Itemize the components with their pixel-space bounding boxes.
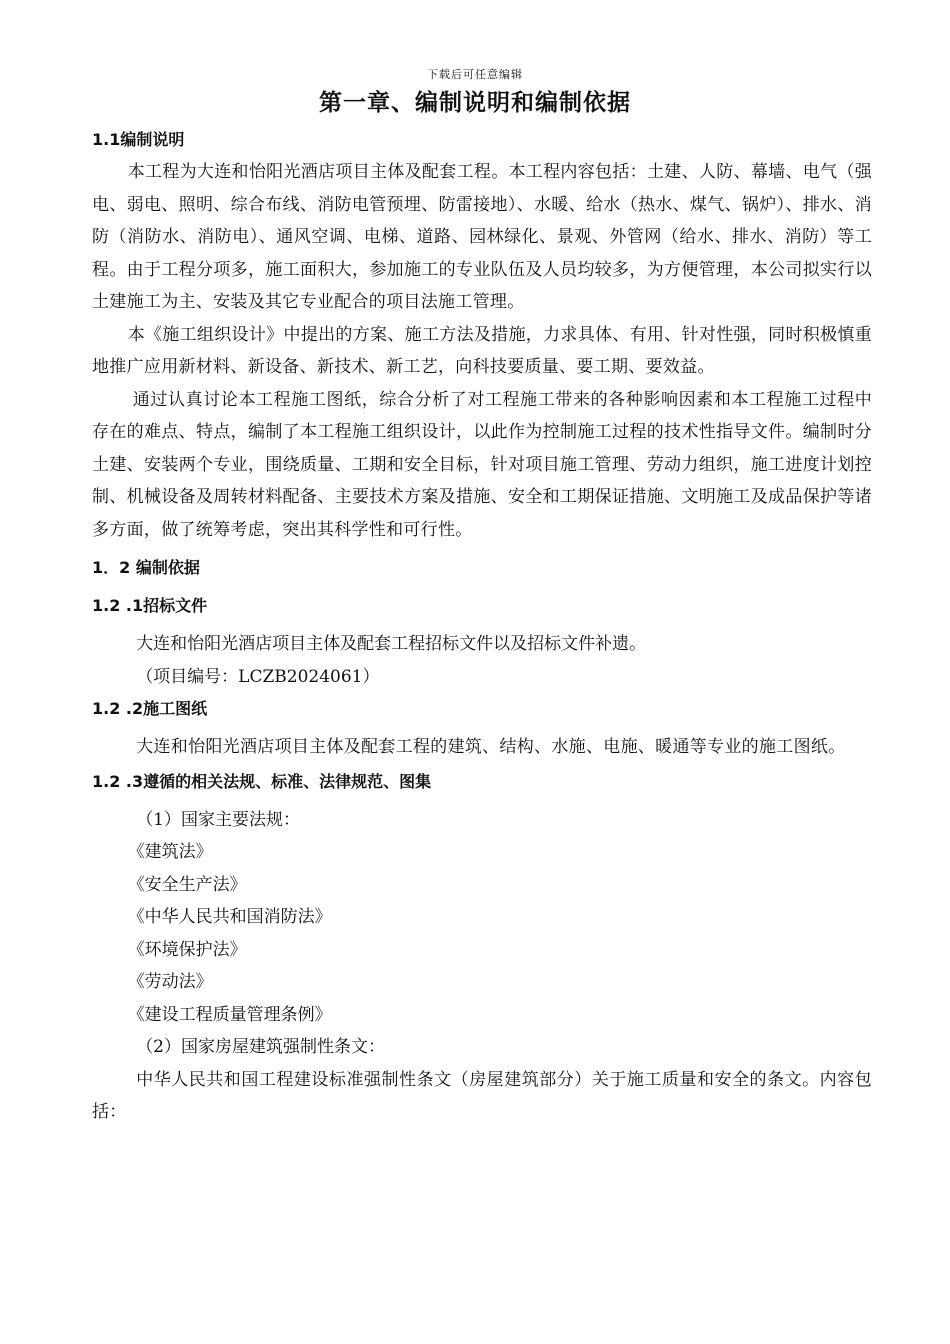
paragraph: 本《施工组织设计》中提出的方案、施工方法及措施，力求具体、有用、针对性强，同时积极慎重地推广应用新材料、新设备、新技术、新工艺，向科技要质量、要工期、要效益。: [92, 324, 872, 377]
list-item: （2）国家房屋建筑强制性条文：: [136, 1037, 386, 1057]
paragraph: 本工程为大连和怡阳光酒店项目主体及配套工程。本工程内容包括：土建、人防、幕墙、电气（强电、弱电、照明、综合布线、消防电管预埋、防雷接地）、水暖、给水（热水、煤气、锅炉）、排水、消防（消防水、消防电）、通风空调、电梯、道路、园林绿化、景观、外管网（给水、排水、消防）等工程。由于工程分项多，施工面积大，参加施工的专业队伍及人员均较多，为方便管理，本公司拟实行以土建施工为主、安装及其它专业配合的项目法施工管理。: [92, 162, 872, 312]
paragraph: 大连和怡阳光酒店项目主体及配套工程的建筑、结构、水施、电施、暖通等专业的施工图纸。: [136, 737, 846, 757]
law-item: 《建设工程质量管理条例》: [127, 1004, 332, 1025]
paragraph: 中华人民共和国工程建设标准强制性条文（房屋建筑部分）关于施工质量和安全的条文。内容包括：: [92, 1069, 872, 1122]
law-item: 《安全生产法》: [127, 874, 247, 895]
law-item: 《中华人民共和国消防法》: [127, 907, 332, 927]
chapter-title: 第一章、编制说明和编制依据: [319, 90, 631, 116]
section-heading-1-1: 1.1编制说明: [92, 130, 185, 149]
tender-doc-line: 大连和怡阳光酒店项目主体及配套工程招标文件以及招标文件补遗。: [136, 634, 647, 654]
law-item: 《环境保护法》: [127, 939, 247, 960]
section-heading-1-2: 1．2 编制依据: [92, 558, 200, 577]
document-body: [92, 124, 872, 1129]
section-heading-1-2-3: 1.2 .3遵循的相关法规、标准、法律规范、图集: [92, 771, 432, 791]
section-heading-1-2-1: 1.2 .1招标文件: [92, 596, 208, 615]
list-item: （1）国家主要法规：: [136, 809, 301, 830]
section-heading-1-2-2: 1.2 .2施工图纸: [92, 699, 208, 718]
law-item: 《劳动法》: [127, 972, 213, 992]
header-note: 下载后可任意编辑: [427, 68, 523, 81]
project-number-line: （项目编号：LCZB2024061）: [136, 666, 380, 687]
law-item: 《建筑法》: [127, 842, 213, 862]
paragraph: 通过认真讨论本工程施工图纸，综合分析了对工程施工带来的各种影响因素和本工程施工过程中存在的难点、特点，编制了本工程施工组织设计，以此作为控制施工过程的技术性指导文件。编制时分土建、安装两个专业，围绕质量、工期和安全目标，针对项目施工管理、劳动力组织，施工进度计划控制、机械设备及周转材料配备、主要技术方案及措施、安全和工期保证措施、文明施工及成品保护等诸多方面，做了统筹考虑，突出其科学性和可行性。: [92, 389, 872, 540]
